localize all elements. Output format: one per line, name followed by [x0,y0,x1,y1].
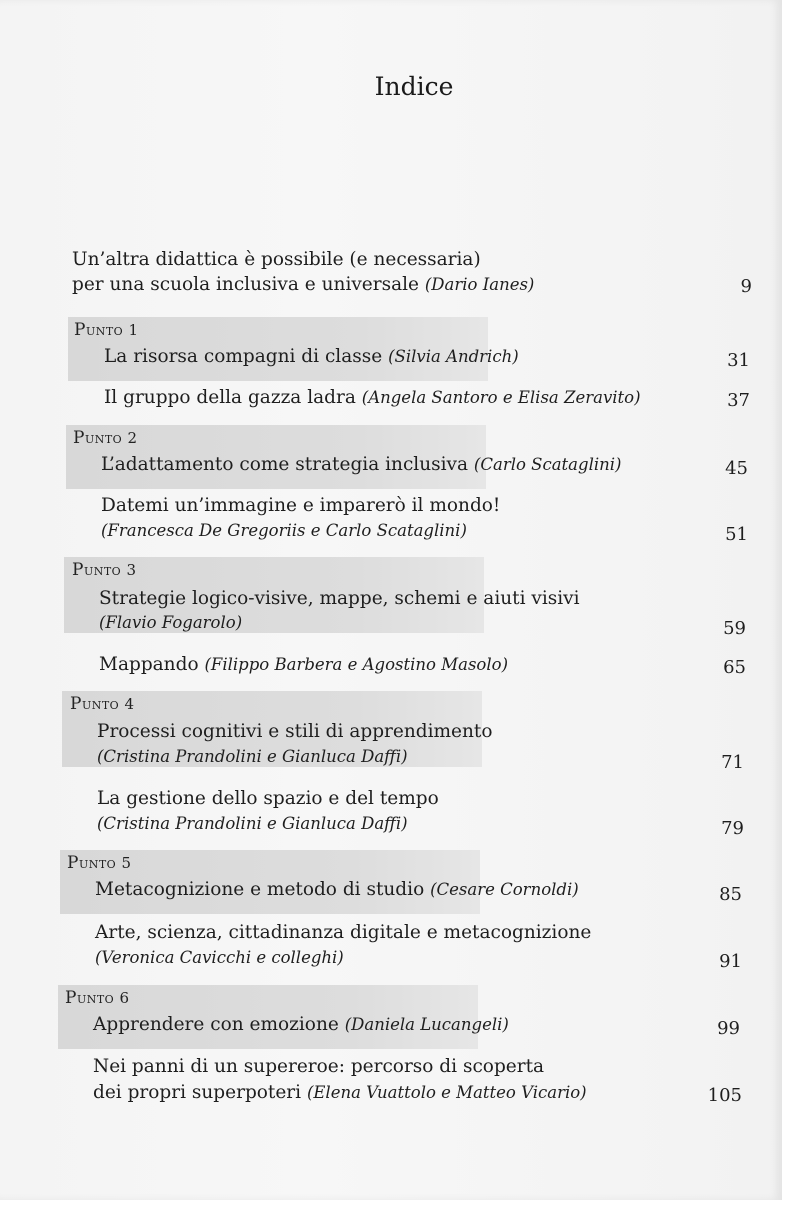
toc-entry-title: Strategie logico-visive, mappe, schemi e aiuti visivi [99,588,580,609]
toc-intro-page: 9 [740,276,752,297]
section-label-4: Punto 4 [70,694,135,714]
toc-entry-page: 37 [727,390,750,411]
toc-entry-title: Datemi un’immagine e imparerò il mondo! [101,495,501,516]
toc-entry-title: La gestione dello spazio e del tempo [97,788,439,809]
toc-entry-author: (Angela Santoro e Elisa Zeravito) [361,388,641,407]
toc-entry-author: (Cesare Cornoldi) [430,880,579,899]
toc-entry-author: (Filippo Barbera e Agostino Masolo) [204,655,509,674]
toc-entry-title: Processi cognitivi e stili di apprendimento [97,721,493,742]
section-label-3: Punto 3 [72,560,137,580]
toc-intro-line1: Un’altra didattica è possibile (e necessaria) [72,249,481,270]
toc-entry [99,652,508,678]
toc-entry-title: Metacognizione e metodo di studio [95,879,431,900]
toc-intro-author: (Dario Ianes) [424,275,535,294]
toc-entry-page: 105 [707,1085,742,1106]
toc-entry-page: 71 [721,752,744,773]
toc-entry-page: 59 [723,618,746,639]
section-label-2: Punto 2 [73,428,138,448]
toc-entry-page: 45 [725,458,748,479]
toc-entry-author: (Francesca De Gregoriis e Carlo Scataglini) [101,521,467,540]
section-label-5: Punto 5 [67,853,132,873]
toc-entry-page: 99 [717,1018,740,1039]
toc-entry-page: 85 [719,884,742,905]
toc-entry-title: Arte, scienza, cittadinanza digitale e metacognizione [95,922,592,943]
toc-entry-page: 51 [725,524,748,545]
toc-entry-page: 79 [721,818,744,839]
toc-entry [101,452,621,478]
toc-entry [104,385,641,411]
toc-entry-page: 31 [727,350,750,371]
toc-entry-author: (Cristina Prandolini e Gianluca Daffi) [97,747,408,766]
toc-entry-author: (Carlo Scataglini) [473,455,622,474]
toc-entry-author: (Silvia Andrich) [388,347,519,366]
toc-entry-author: (Elena Vuattolo e Matteo Vicario) [306,1083,587,1102]
toc-entry-title: L’adattamento come strategia inclusiva [101,454,474,475]
toc-entry-author: (Cristina Prandolini e Gianluca Daffi) [97,814,408,833]
toc-entry [104,344,519,370]
toc-entry-author: (Daniela Lucangeli) [344,1015,509,1034]
toc-intro-line2 [72,272,534,298]
toc-intro-title: per una scuola inclusiva e universale [72,274,425,295]
toc-entry [93,1012,509,1038]
toc-entry-title: Apprendere con emozione [93,1014,345,1035]
toc-entry-title: Mappando [99,654,205,675]
toc-entry-title-cont: dei propri superpoteri [93,1082,307,1103]
toc-entry-title: Nei panni di un supereroe: percorso di scoperta [93,1056,545,1077]
toc-entry-author: (Flavio Fogarolo) [99,613,243,632]
toc-entry [93,1080,587,1106]
page-title: Indice [374,72,454,101]
section-label-6: Punto 6 [65,988,130,1008]
toc-entry-page: 65 [723,657,746,678]
toc-entry-title: Il gruppo della gazza ladra [104,387,362,408]
toc-entry-title: La risorsa compagni di classe [104,346,389,367]
toc-entry-author: (Veronica Cavicchi e colleghi) [95,948,344,967]
section-label-1: Punto 1 [74,320,139,340]
toc-entry [95,877,579,903]
toc-entry-page: 91 [719,951,742,972]
